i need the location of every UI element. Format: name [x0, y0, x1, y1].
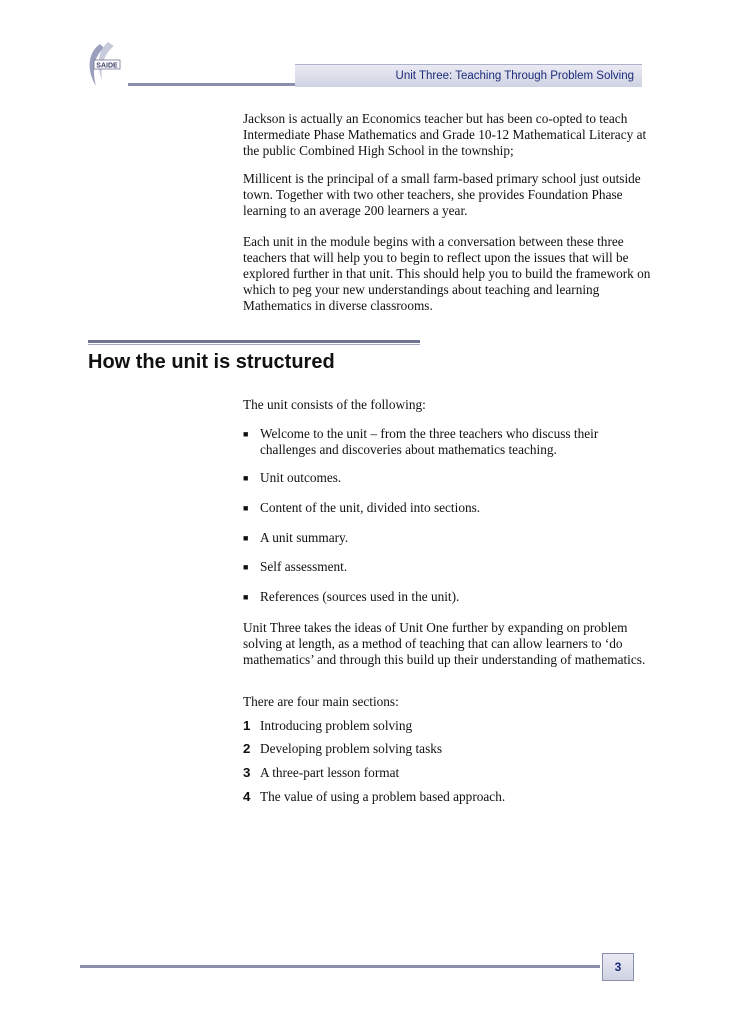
sections-lead: There are four main sections: [243, 694, 399, 709]
header-bar [295, 64, 642, 87]
list-item: ■ Self assessment. [243, 559, 348, 574]
numbered-item: 3 A three-part lesson format [243, 765, 400, 780]
intro-paragraph-millicent: Millicent is the principal of a small farm-based primary school just outside town. Together with two other teachers, she provides Foundation Phase learning to an average 200 learners a year. [243, 171, 641, 218]
heading-rule-thin [88, 344, 420, 345]
numbered-item: 2 Developing problem solving tasks [243, 741, 443, 756]
list-item: ■ Unit outcomes. [243, 470, 342, 485]
unit-three-paragraph: Unit Three takes the ideas of Unit One further by expanding on problem solving at length, as a method of teaching that can allow learners to ‘do mathematics’ and through this build up their understanding of mathematics. [243, 620, 646, 667]
logo-text: SAIDE [96, 62, 118, 70]
numbered-item: 4 The value of using a problem based approach. [243, 789, 506, 804]
heading-rule [88, 340, 420, 343]
section-heading: How the unit is structured [88, 351, 335, 373]
bullet-icon: ■ [243, 473, 249, 483]
intro-paragraph-units: Each unit in the module begins with a conversation between these three teachers that will help you to begin to reflect upon the issues that will be explored further in that unit. This should help you to build the framework on which to peg your new understandings about teaching and learning Mathematics in diverse classrooms. [243, 234, 651, 313]
saide-logo [80, 40, 128, 92]
list-item: ■ Content of the unit, divided into sections. [243, 500, 481, 515]
intro-paragraph-jackson: Jackson is actually an Economics teacher but has been co-opted to teach Intermediate Phase Mathematics and Grade 10-12 Mathematical Literacy at the public Combined High School in the township; [243, 111, 647, 158]
footer-rule [80, 965, 600, 968]
page-number: 3 [614, 960, 622, 974]
section-heading-block [88, 340, 420, 374]
running-header-title: Unit Three: Teaching Through Problem Solving [395, 70, 634, 82]
list-item: ■ Welcome to the unit – from the three teachers who discuss their challenges and discoveries about mathematics teaching. [243, 426, 599, 457]
bullet-icon: ■ [243, 503, 249, 513]
bullet-icon: ■ [243, 429, 249, 439]
bullet-icon: ■ [243, 562, 249, 572]
list-item: ■ References (sources used in the unit). [243, 589, 460, 604]
page-number-box [602, 953, 634, 981]
section-lead: The unit consists of the following: [243, 397, 426, 412]
bullet-icon: ■ [243, 533, 249, 543]
numbered-item: 1 Introducing problem solving [243, 718, 413, 733]
list-item: ■ A unit summary. [243, 530, 349, 545]
bullet-icon: ■ [243, 592, 249, 602]
